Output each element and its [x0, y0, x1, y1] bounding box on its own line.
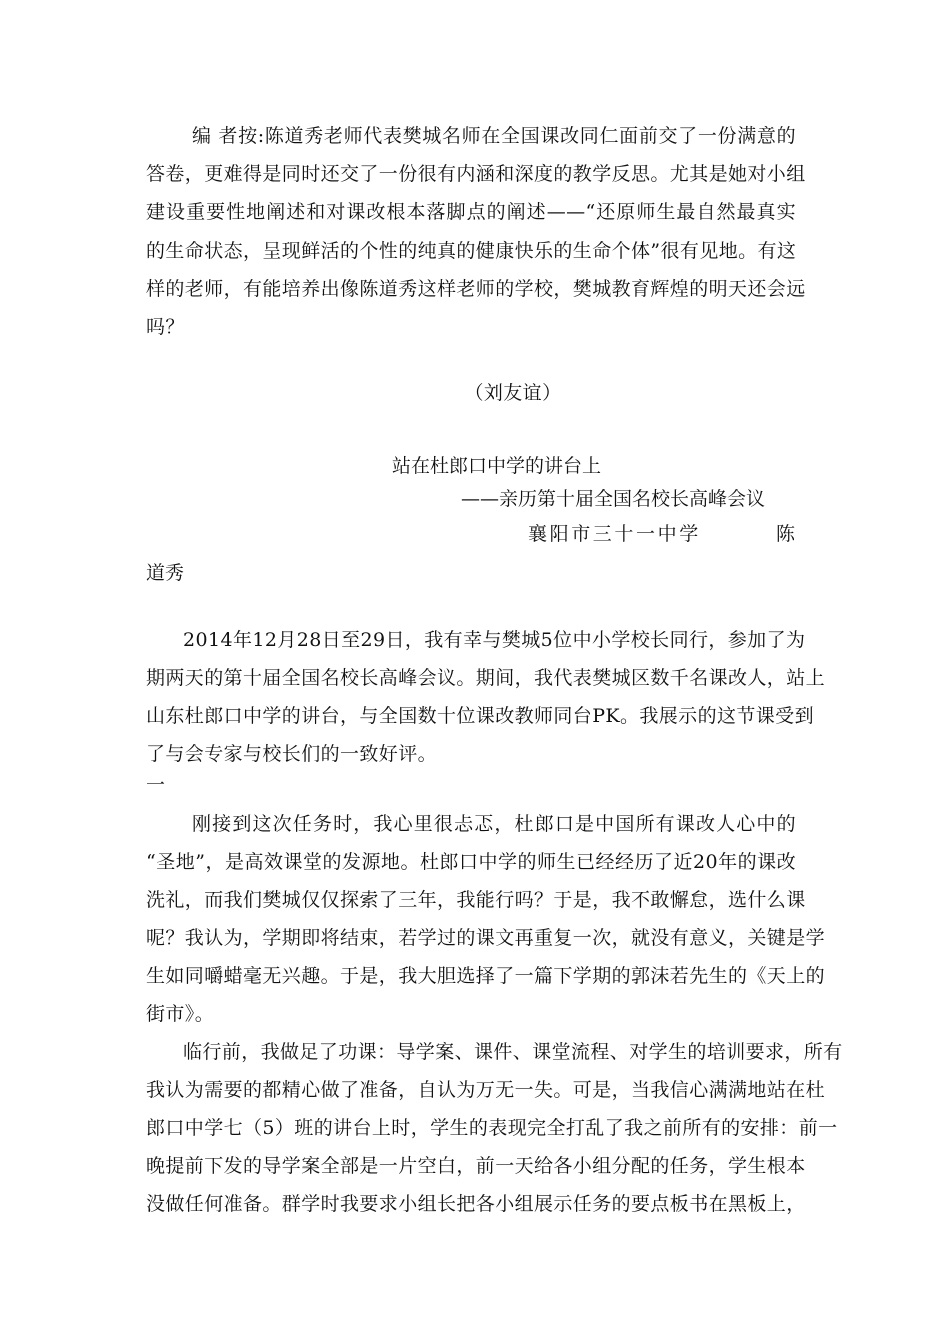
article-title: 站在杜郎口中学的讲台上 — [392, 455, 602, 477]
editor-note-line-3: 建设重要性地阐述和对课改根本落脚点的阐述——“还原师生最自然最真实 — [146, 201, 796, 223]
paragraph3-line-3: 郎口中学七（5）班的讲台上时，学生的表现完全打乱了我之前所有的安排：前一 — [146, 1117, 838, 1139]
paragraph1-line-3: 山东杜郎口中学的讲台，与全国数十位课改教师同台PK。我展示的这节课受到 — [146, 705, 814, 727]
paragraph1-line-2: 期两天的第十届全国名校长高峰会议。期间，我代表樊城区数千名课改人，站上 — [146, 667, 826, 689]
paragraph3-line-5: 没做任何准备。群学时我要求小组长把各小组展示任务的要点板书在黑板上， — [146, 1193, 806, 1215]
editor-note-line-2: 答卷，更难得是同时还交了一份很有内涵和深度的教学反思。尤其是她对小组 — [146, 163, 806, 185]
author-name-rest: 道秀 — [146, 562, 185, 584]
author-school: 襄阳市三十一中学 — [528, 523, 701, 545]
paragraph3-line-1: 临行前，我做足了功课：导学案、课件、课堂流程、对学生的培训要求，所有 — [183, 1041, 843, 1063]
editor-note-credit: （刘友谊） — [464, 382, 562, 404]
paragraph2-line-2: “圣地”，是高效课堂的发源地。杜郎口中学的师生已经经历了近20年的课改 — [146, 851, 796, 873]
editor-note-line-6: 吗？ — [146, 316, 185, 338]
paragraph1-line-1: 2014年12月28日至29日，我有幸与樊城5位中小学校长同行，参加了为 — [183, 629, 806, 651]
paragraph1-line-4: 了与会专家与校长们的一致好评。 — [146, 743, 438, 765]
paragraph2-line-6: 街市》。 — [146, 1003, 215, 1025]
paragraph2-line-4: 呢？我认为，学期即将结束，若学过的课文再重复一次，就没有意义，关键是学 — [146, 927, 826, 949]
editor-note-line-4: 的生命状态，呈现鲜活的个性的纯真的健康快乐的生命个体”很有见地。有这 — [146, 240, 797, 262]
editor-note-line-5: 样的老师，有能培养出像陈道秀这样老师的学校，樊城教育辉煌的明天还会远 — [146, 278, 806, 300]
section-marker: 一 — [146, 774, 166, 796]
paragraph3-line-4: 晚提前下发的导学案全部是一片空白，前一天给各小组分配的任务，学生根本 — [146, 1155, 806, 1177]
article-subtitle: ——亲历第十届全国名校长高峰会议 — [461, 488, 766, 510]
paragraph2-line-5: 生如同嚼蜡毫无兴趣。于是，我大胆选择了一篇下学期的郭沫若先生的《天上的 — [146, 965, 826, 987]
editor-note-line-1: 编 者按:陈道秀老师代表樊城名师在全国课改同仁面前交了一份满意的 — [192, 125, 796, 147]
paragraph2-line-1: 刚接到这次任务时，我心里很忐忑，杜郎口是中国所有课改人心中的 — [192, 813, 796, 835]
author-name-first: 陈 — [776, 523, 796, 545]
paragraph2-line-3: 洗礼，而我们樊城仅仅探索了三年，我能行吗？于是，我不敢懈怠，选什么课 — [146, 889, 806, 911]
paragraph3-line-2: 我认为需要的都精心做了准备，自认为万无一失。可是，当我信心满满地站在杜 — [146, 1079, 826, 1101]
